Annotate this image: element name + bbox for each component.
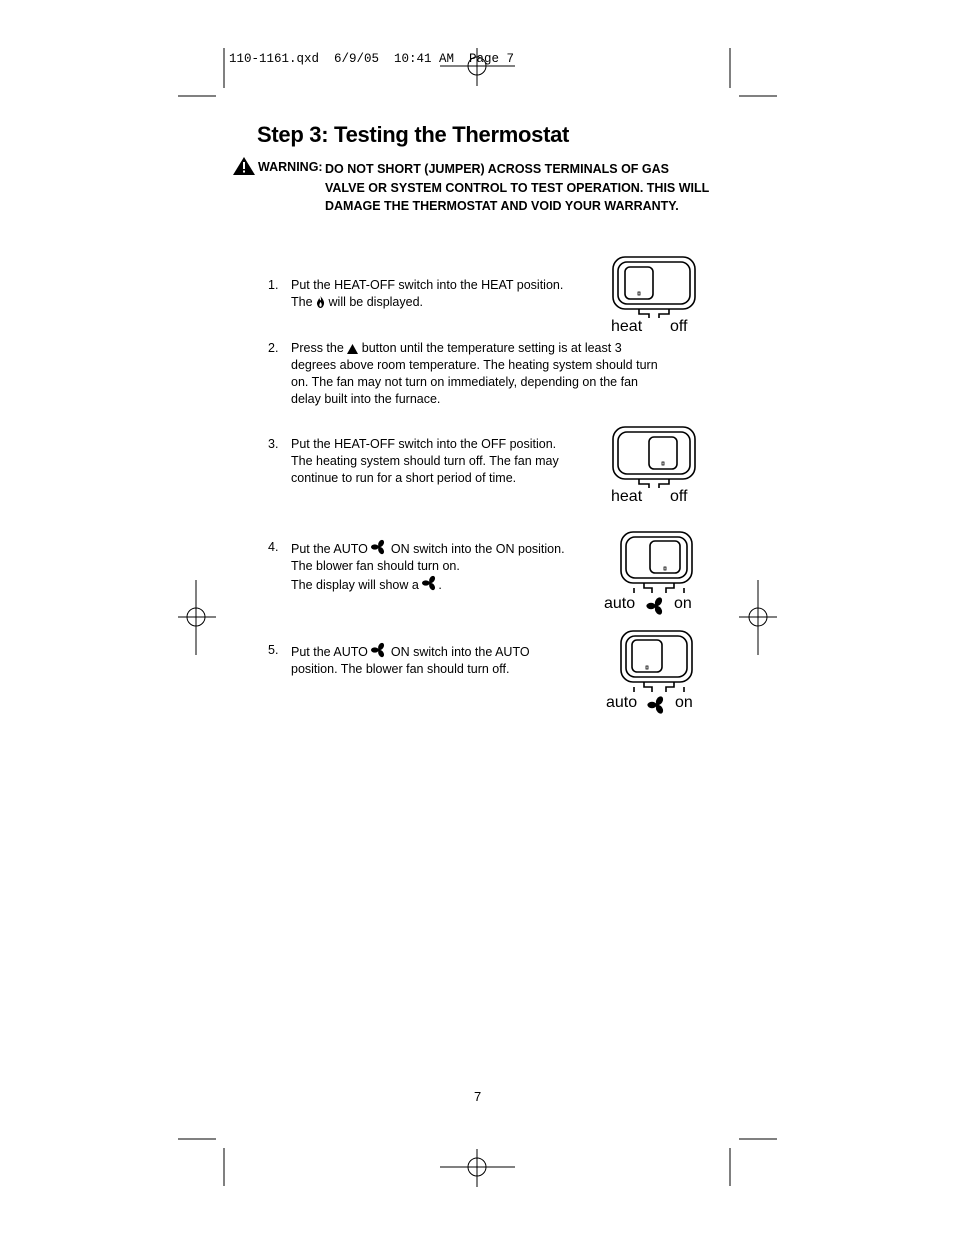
fan-icon bbox=[371, 642, 387, 658]
fan-icon bbox=[422, 575, 438, 591]
heat-off-switch-heat bbox=[605, 256, 701, 338]
up-arrow-icon bbox=[347, 344, 358, 354]
switch-graphic bbox=[600, 531, 700, 595]
warning-text: DO NOT SHORT (JUMPER) ACROSS TERMINALS OF GAS VALVE OR SYSTEM CONTROL TO TEST OPERATION. THIS WILL DAMAGE THE THERMOSTAT AND VOID YOUR WARRANTY. bbox=[325, 162, 710, 213]
step-1: 1. Put the HEAT-OFF switch into the HEAT position. The will be displayed. bbox=[268, 278, 564, 309]
fan-icon bbox=[647, 695, 667, 715]
switch-label-left: auto bbox=[606, 694, 638, 711]
switch-label-right: on bbox=[674, 595, 692, 612]
switch-label-left: heat bbox=[611, 488, 643, 505]
switch-label-right: off bbox=[670, 318, 688, 335]
fan-icon bbox=[371, 539, 387, 555]
step-2: 2. Press the button until the temperature setting is at least 3 degrees above room temperature. The heating system should turn on. The fan may not turn on immediately, depending on the fan delay built into the furnace. bbox=[268, 341, 658, 406]
switch-graphic bbox=[605, 426, 701, 488]
switch-label-left: heat bbox=[611, 318, 643, 335]
auto-on-switch-auto bbox=[600, 630, 700, 716]
auto-on-switch-on bbox=[600, 531, 700, 617]
heat-off-switch-off bbox=[605, 426, 701, 508]
warning-label: WARNING: bbox=[258, 160, 323, 174]
switch-label-right: off bbox=[670, 488, 688, 505]
warning-icon bbox=[233, 157, 255, 175]
page-title: Step 3: Testing the Thermostat bbox=[257, 122, 570, 147]
switch-label-right: on bbox=[675, 694, 693, 711]
switch-graphic bbox=[605, 256, 701, 318]
switch-graphic bbox=[600, 630, 700, 694]
page-number: 7 bbox=[474, 1089, 482, 1104]
flame-icon bbox=[316, 296, 325, 308]
step-3: 3. Put the HEAT-OFF switch into the OFF position. The heating system should turn off. The fan may continue to run for a short period of time. bbox=[268, 437, 559, 485]
step-4: 4. Put the AUTO ON switch into the ON position. The blower fan should turn on. The display will show a . bbox=[268, 540, 565, 592]
fan-icon bbox=[646, 596, 666, 616]
file-slug: 110-1161.qxd 6/9/05 10:41 AM Page 7 bbox=[229, 52, 515, 66]
switch-label-left: auto bbox=[604, 595, 636, 612]
step-5: 5. Put the AUTO ON switch into the AUTO position. The blower fan should turn off. bbox=[268, 643, 530, 676]
